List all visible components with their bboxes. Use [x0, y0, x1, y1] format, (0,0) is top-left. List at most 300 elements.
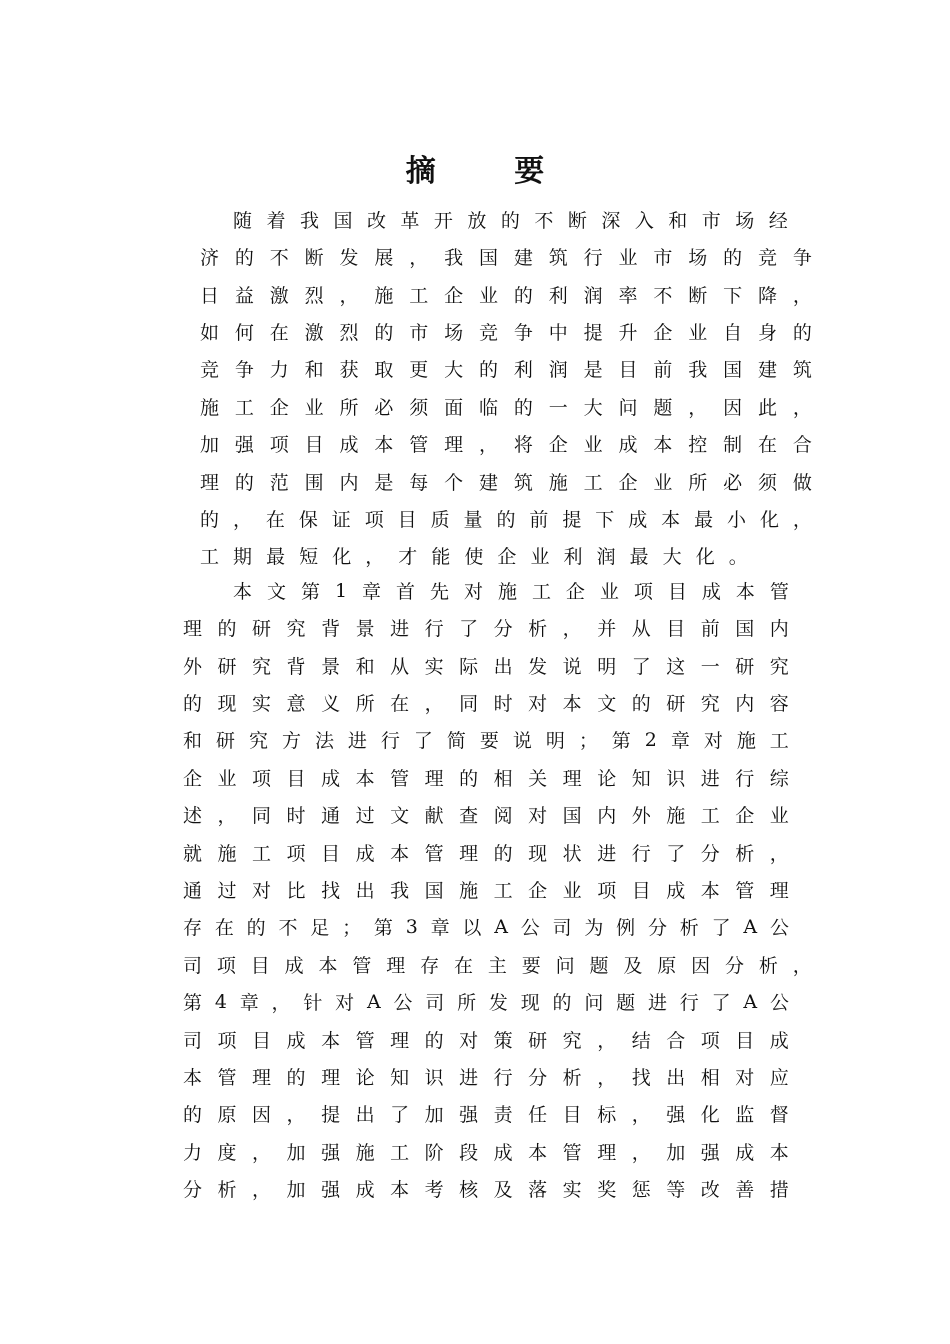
text-char: 筑	[548, 247, 568, 269]
text-char: 使	[464, 546, 484, 568]
text-char: 本	[562, 693, 582, 715]
text-char: 每	[409, 472, 429, 494]
text-char: 目	[304, 434, 324, 456]
text-char: 施	[548, 472, 568, 494]
text-char: 围	[304, 472, 324, 494]
text-char: 强	[700, 1142, 720, 1164]
text-char: 出	[355, 880, 375, 902]
text-char: 身	[758, 322, 778, 344]
text-char: 竞	[479, 322, 499, 344]
text-char: 究	[252, 656, 272, 678]
text-char: 同	[252, 805, 272, 827]
text-char: 行	[493, 1067, 513, 1089]
text-line	[183, 1021, 789, 1058]
text-char: 通	[183, 880, 203, 902]
text-char: 司	[425, 992, 445, 1014]
text-char: 理	[597, 1142, 617, 1164]
text-char: 力	[183, 1142, 203, 1164]
text-char: 必	[723, 472, 743, 494]
text-char: 企	[735, 805, 755, 827]
text-char: 述	[183, 805, 203, 827]
text-char: 不	[534, 210, 554, 232]
text-char: 识	[666, 768, 686, 790]
text-char: 保	[298, 509, 318, 531]
text-line	[183, 759, 789, 796]
text-char: 理	[183, 618, 203, 640]
text-char: 公	[393, 992, 413, 1014]
text-char: 善	[735, 1179, 755, 1201]
text-char: 分	[725, 955, 745, 977]
text-char: 本	[321, 1030, 341, 1052]
text-char: 因	[691, 955, 711, 977]
text-char: ，	[252, 1179, 272, 1201]
text-char: 措	[769, 1179, 789, 1201]
text-char: 找	[321, 880, 341, 902]
text-char: 的	[200, 509, 220, 531]
text-char: 所	[688, 472, 708, 494]
text-char: 简	[446, 730, 466, 752]
text-char: 足	[310, 917, 330, 939]
text-char: ，	[792, 397, 812, 419]
text-char: 标	[597, 1104, 617, 1126]
text-char: 。	[728, 546, 748, 568]
text-char: 究	[769, 656, 789, 678]
text-char: 分	[183, 1179, 203, 1201]
text-char: 进	[347, 730, 367, 752]
text-line	[183, 946, 812, 983]
text-char: 日	[200, 285, 220, 307]
text-char: 成	[618, 434, 638, 456]
text-char: 大	[583, 397, 603, 419]
text-char: 首	[396, 581, 416, 603]
text-char: 理	[459, 843, 479, 865]
text-char: 国	[333, 210, 353, 232]
text-char: 建	[479, 472, 499, 494]
text-char: 了	[631, 656, 651, 678]
text-char: 企	[565, 581, 585, 603]
text-char: 时	[493, 693, 513, 715]
text-char: 短	[299, 546, 319, 568]
text-char: 场	[444, 322, 464, 344]
text-char: 背	[286, 656, 306, 678]
text-char: 的	[493, 843, 513, 865]
text-char: 市	[409, 322, 429, 344]
text-char: 在	[214, 917, 234, 939]
text-char: 状	[562, 843, 582, 865]
text-line	[200, 425, 812, 462]
text-char: ，	[562, 618, 582, 640]
text-char: 在	[758, 434, 778, 456]
text-char: 激	[269, 285, 289, 307]
text-char: 同	[459, 693, 479, 715]
text-char: 降	[758, 285, 778, 307]
text-char: 施	[355, 1142, 375, 1164]
text-char: ，	[365, 546, 385, 568]
text-char: 的	[631, 693, 651, 715]
text-char: 项	[597, 880, 617, 902]
text-char: 外	[631, 805, 651, 827]
text-char: 国	[723, 359, 743, 381]
text-char: 实	[424, 656, 444, 678]
text-char: ，	[631, 1142, 651, 1164]
text-char: 公	[520, 917, 540, 939]
text-line	[200, 500, 812, 537]
text-char: 业	[530, 546, 550, 568]
text-char: 先	[429, 581, 449, 603]
text-char: 奖	[597, 1179, 617, 1201]
text-char: 度	[217, 1142, 237, 1164]
text-char: 容	[769, 693, 789, 715]
text-char: 分	[528, 1067, 548, 1089]
text-char: 在	[265, 509, 285, 531]
text-char: 中	[548, 322, 568, 344]
text-char: 过	[217, 880, 237, 902]
text-char: 存	[183, 917, 203, 939]
text-char: 此	[758, 397, 778, 419]
text-char: 项	[216, 955, 236, 977]
text-char: 项	[700, 1030, 720, 1052]
text-char: 对	[528, 805, 548, 827]
text-char: 项	[217, 1030, 237, 1052]
text-char: 成	[701, 581, 721, 603]
text-char: 强	[321, 1179, 341, 1201]
text-char: A	[743, 915, 758, 938]
text-char: 对	[463, 581, 483, 603]
text-char: 不	[653, 285, 673, 307]
text-char: 竞	[758, 247, 778, 269]
text-char: 目	[618, 359, 638, 381]
text-char: 改	[366, 210, 386, 232]
text-line	[200, 350, 812, 387]
text-char: 市	[701, 210, 721, 232]
text-char: 以	[462, 917, 482, 939]
text-char: 企	[444, 285, 464, 307]
text-char: 了	[459, 618, 479, 640]
text-char: 企	[497, 546, 517, 568]
text-char: 强	[459, 1104, 479, 1126]
text-char: 企	[183, 768, 203, 790]
text-line	[183, 871, 789, 908]
text-char: 成	[666, 880, 686, 902]
text-line	[200, 276, 812, 313]
text-char: 理	[321, 1067, 341, 1089]
text-char: 工	[531, 581, 551, 603]
text-char: 企	[548, 434, 568, 456]
abstract-title: 摘 要	[405, 154, 579, 189]
text-char: 工	[200, 546, 220, 568]
text-char: 加	[286, 1179, 306, 1201]
text-char: 析	[562, 1067, 582, 1089]
text-char: 成	[735, 1142, 755, 1164]
text-char: 利	[563, 546, 583, 568]
text-char: 主	[487, 955, 507, 977]
text-char: 最	[266, 546, 286, 568]
text-char: 行	[583, 247, 603, 269]
text-char: 成	[769, 1030, 789, 1052]
text-char: 本	[528, 1142, 548, 1164]
text-char: 成	[284, 955, 304, 977]
text-char: 行	[380, 730, 400, 752]
text-char: 施	[459, 880, 479, 902]
text-char: 了	[711, 917, 731, 939]
text-char: 不	[278, 917, 298, 939]
text-char: 司	[183, 1030, 203, 1052]
text-char: 强	[321, 1142, 341, 1164]
text-char: 争	[792, 247, 812, 269]
text-char: 进	[390, 618, 410, 640]
text-char: 国	[562, 805, 582, 827]
text-char: 问	[555, 955, 575, 977]
text-char: 要	[521, 955, 541, 977]
text-char: 惩	[631, 1179, 651, 1201]
text-line	[183, 983, 789, 1020]
text-char: 最	[629, 546, 649, 568]
text-line	[183, 647, 789, 684]
text-char: 施	[374, 285, 394, 307]
text-char: 业	[688, 322, 708, 344]
text-char: 期	[233, 546, 253, 568]
text-char: 考	[424, 1179, 444, 1201]
text-char: ，	[631, 1104, 651, 1126]
text-char: 的	[234, 247, 254, 269]
text-char: 管	[355, 1030, 375, 1052]
text-char: 目	[252, 1030, 272, 1052]
text-char: 义	[321, 693, 341, 715]
text-char: 本	[374, 434, 394, 456]
text-line	[183, 684, 789, 721]
text-char: 本	[700, 880, 720, 902]
text-char: 出	[493, 656, 513, 678]
text-char: 如	[200, 322, 220, 344]
text-char: 司	[183, 955, 203, 977]
text-char: 小	[727, 509, 747, 531]
text-char: 内	[769, 618, 789, 640]
text-char: 一	[548, 397, 568, 419]
text-char: 相	[493, 768, 513, 790]
text-char: 管	[769, 581, 789, 603]
text-char: 理	[386, 955, 406, 977]
text-char: ，	[792, 955, 812, 977]
text-line	[183, 721, 789, 758]
text-char: 目	[735, 1030, 755, 1052]
text-char: 一	[700, 656, 720, 678]
text-char: 在	[269, 322, 289, 344]
text-char: 制	[723, 434, 743, 456]
text-char: 化	[695, 546, 715, 568]
text-char: 章	[239, 992, 259, 1014]
text-char: 才	[398, 546, 418, 568]
text-char: 意	[286, 693, 306, 715]
text-char: 展	[374, 247, 394, 269]
text-char: 背	[321, 618, 341, 640]
text-char: 理	[769, 880, 789, 902]
text-char: 比	[286, 880, 306, 902]
text-char: 国	[424, 880, 444, 902]
text-char: 合	[792, 434, 812, 456]
text-char: 自	[723, 322, 743, 344]
text-char: 我	[444, 247, 464, 269]
text-char: ，	[688, 397, 708, 419]
text-line	[200, 537, 748, 574]
text-char: 识	[424, 1067, 444, 1089]
text-char: 管	[424, 843, 444, 865]
text-char: 提	[583, 322, 603, 344]
text-char: 取	[374, 359, 394, 381]
text-char: 前	[529, 509, 549, 531]
text-char: 建	[758, 359, 778, 381]
text-char: 做	[792, 472, 812, 494]
text-char: 针	[303, 992, 323, 1014]
text-char: 本	[233, 581, 253, 603]
text-line	[183, 1133, 789, 1170]
text-char: 管	[390, 768, 410, 790]
text-char: 工	[234, 397, 254, 419]
text-char: 企	[528, 880, 548, 902]
text-char: 力	[269, 359, 289, 381]
text-char: 关	[528, 768, 548, 790]
text-char: 利	[513, 359, 533, 381]
text-char: ，	[792, 285, 812, 307]
text-char: 析	[217, 1179, 237, 1201]
text-char: 章	[362, 581, 382, 603]
text-char: 前	[700, 618, 720, 640]
text-char: 对	[335, 992, 355, 1014]
text-char: 第	[183, 992, 203, 1014]
text-char: 工	[252, 843, 272, 865]
text-char: 目	[667, 581, 687, 603]
text-char: 济	[200, 247, 220, 269]
text-char: 工	[390, 1142, 410, 1164]
text-char: 出	[355, 1104, 375, 1126]
text-char: 和	[304, 359, 324, 381]
text-char: 究	[562, 1030, 582, 1052]
text-char: 发	[528, 656, 548, 678]
text-char: 的	[513, 397, 533, 419]
text-char: 查	[459, 805, 479, 827]
text-char: 业	[583, 434, 603, 456]
text-char: 国	[735, 618, 755, 640]
text-line	[183, 1095, 789, 1132]
text-char: 问	[618, 397, 638, 419]
text-char: 题	[653, 397, 673, 419]
text-char: 研	[252, 618, 272, 640]
text-char: 争	[513, 322, 533, 344]
text-char: 论	[355, 1067, 375, 1089]
text-char: 本	[355, 768, 375, 790]
text-char: 烈	[304, 285, 324, 307]
text-char: 润	[596, 546, 616, 568]
text-char: 业	[562, 880, 582, 902]
text-char: 第	[300, 581, 320, 603]
text-char: A	[366, 990, 381, 1013]
text-char: 大	[662, 546, 682, 568]
text-char: 目	[397, 509, 417, 531]
text-char: 找	[631, 1067, 651, 1089]
text-char: 研	[666, 693, 686, 715]
text-char: 随	[233, 210, 253, 232]
text-char: 必	[374, 397, 394, 419]
text-char: 能	[431, 546, 451, 568]
text-char: 进	[700, 768, 720, 790]
text-char: 市	[653, 247, 673, 269]
text-char: 的	[286, 1067, 306, 1089]
text-char: 目	[321, 843, 341, 865]
text-char: 及	[623, 955, 643, 977]
text-char: 和	[183, 730, 203, 752]
text-char: 4	[214, 990, 227, 1013]
text-char: 因	[252, 1104, 272, 1126]
text-char: 司	[552, 917, 572, 939]
text-char: 因	[723, 397, 743, 419]
text-char: 了	[711, 992, 731, 1014]
text-char: 的	[374, 322, 394, 344]
text-char: 业	[653, 472, 673, 494]
text-char: 国	[479, 247, 499, 269]
text-char: 督	[769, 1104, 789, 1126]
text-char: 了	[413, 730, 433, 752]
text-line	[183, 834, 789, 871]
text-char: 管	[409, 434, 429, 456]
text-char: 综	[769, 768, 789, 790]
text-char: 任	[528, 1104, 548, 1126]
text-char: 2	[644, 728, 657, 751]
text-char: ，	[479, 434, 499, 456]
text-char: 等	[666, 1179, 686, 1201]
text-char: 提	[321, 1104, 341, 1126]
text-char: 的	[217, 618, 237, 640]
text-char: 从	[390, 656, 410, 678]
text-char: 监	[735, 1104, 755, 1126]
text-char: 结	[631, 1030, 651, 1052]
text-char: 控	[688, 434, 708, 456]
text-char: 通	[321, 805, 341, 827]
text-char: 献	[424, 805, 444, 827]
text-char: 现	[520, 992, 540, 1014]
text-char: 业	[599, 581, 619, 603]
text-char: 实	[562, 1179, 582, 1201]
text-char: ，	[217, 805, 237, 827]
text-char: 率	[618, 285, 638, 307]
text-char: 应	[769, 1067, 789, 1089]
text-char: 何	[234, 322, 254, 344]
text-char: 开	[433, 210, 453, 232]
text-char: 对	[528, 693, 548, 715]
text-char: 公	[769, 992, 789, 1014]
text-char: ，	[597, 1067, 617, 1089]
text-char: 从	[631, 618, 651, 640]
text-char: 明	[545, 730, 565, 752]
text-char: 须	[409, 397, 429, 419]
text-char: 业	[304, 397, 324, 419]
text-char: 提	[562, 509, 582, 531]
text-line	[233, 201, 788, 238]
text-char: 方	[281, 730, 301, 752]
text-char: 究	[286, 618, 306, 640]
text-char: 工	[583, 472, 603, 494]
text-char: 行	[424, 618, 444, 640]
text-char: 文	[597, 693, 617, 715]
text-char: 施	[666, 805, 686, 827]
text-char: 原	[657, 955, 677, 977]
text-char: 研	[215, 730, 235, 752]
text-char: 本	[183, 1067, 203, 1089]
text-char: 本	[390, 1179, 410, 1201]
text-char: 施	[736, 730, 756, 752]
text-char: 的	[183, 1104, 203, 1126]
text-char: 析	[528, 618, 548, 640]
text-char: 成	[286, 1030, 306, 1052]
text-char: 管	[352, 955, 372, 977]
